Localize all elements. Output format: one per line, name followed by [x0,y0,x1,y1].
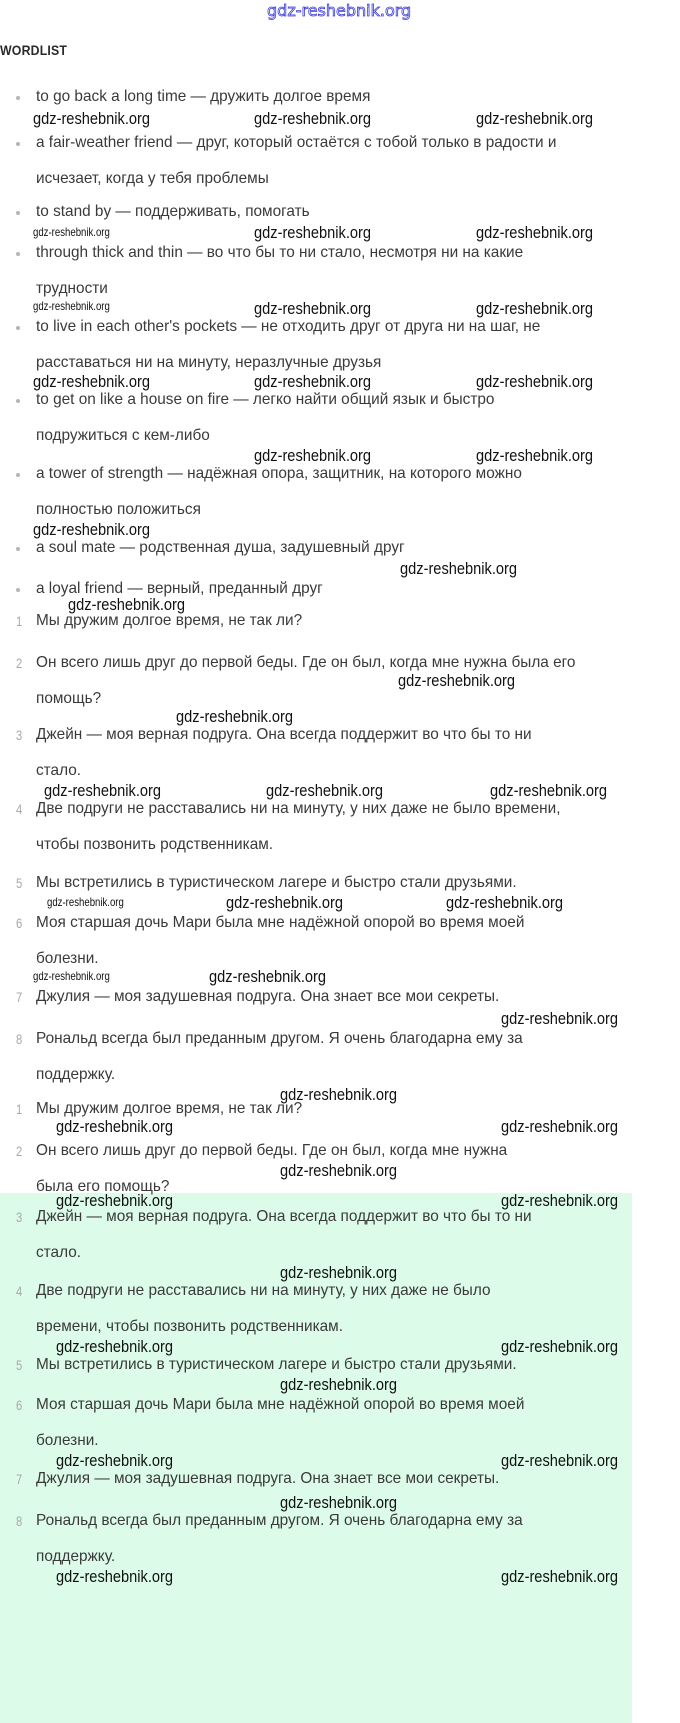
watermark-text: gdz-reshebnik.org [476,299,594,318]
item-text-line: полностью положиться [36,501,201,518]
watermark-text: gdz-reshebnik.org [476,372,594,391]
watermark-text: gdz-reshebnik.org [56,1117,174,1136]
watermark-text: gdz-reshebnik.org [476,109,594,128]
watermark-text: gdz-reshebnik.org [68,595,186,614]
watermark-text: gdz-reshebnik.org [501,1567,619,1586]
watermark-text: gdz-reshebnik.org [44,781,162,800]
item-number: 4 [16,801,23,817]
item-text-line: исчезает, когда у тебя проблемы [36,170,269,187]
bullet-icon [16,142,20,146]
item-number: 1 [16,613,23,629]
item-number: 2 [16,655,23,671]
watermark-text: gdz-reshebnik.org [226,893,344,912]
item-text-line: трудности [36,280,108,297]
item-text-line: времени, чтобы позвонить родственникам. [36,1318,344,1335]
item-text-line: Джулия — моя задушевная подруга. Она знает все мои секреты. [36,1470,500,1487]
item-number: 7 [16,989,23,1005]
item-number: 4 [16,1283,23,1299]
item-text-line: a tower of strength — надёжная опора, защитник, на которого можно [36,465,522,482]
watermark-text: gdz-reshebnik.org [280,1085,398,1104]
watermark-text: gdz-reshebnik.org [476,223,594,242]
item-text-line: Мы дружим долгое время, не так ли? [36,612,303,629]
item-text-line: to stand by — поддерживать, помогать [36,203,310,220]
watermark-text: gdz-reshebnik.org [176,707,294,726]
watermark-text: gdz-reshebnik.org [33,225,110,239]
watermark-text: gdz-reshebnik.org [280,1493,398,1512]
bullet-icon [16,547,20,551]
watermark-text: gdz-reshebnik.org [501,1337,619,1356]
watermark-text: gdz-reshebnik.org [280,1375,398,1394]
item-text-line: стало. [36,762,82,779]
watermark-text: gdz-reshebnik.org [400,559,518,578]
watermark-text: gdz-reshebnik.org [280,1263,398,1282]
item-number: 5 [16,1357,23,1373]
item-text-line: подружиться с кем-либо [36,427,210,444]
item-number: 2 [16,1143,23,1159]
watermark-text: gdz-reshebnik.org [501,1117,619,1136]
watermark-text: gdz-reshebnik.org [254,299,372,318]
item-number: 1 [16,1101,23,1117]
bullet-icon [16,96,20,100]
watermark-text: gdz-reshebnik.org [398,671,516,690]
watermark-text: gdz-reshebnik.org [33,372,151,391]
site-watermark: gdz-reshebnik.org [267,1,412,20]
item-text-line: a loyal friend — верный, преданный друг [36,580,323,597]
watermark-text: gdz-reshebnik.org [47,895,124,909]
watermark-text: gdz-reshebnik.org [476,446,594,465]
bullet-icon [16,588,20,592]
item-text-line: Две подруги не расставались ни на минуту, у них даже не было [36,1282,491,1299]
item-number: 8 [16,1513,23,1529]
item-text-line: Джейн — моя верная подруга. Она всегда поддержит во что бы то ни [36,726,532,743]
item-text-line: a soul mate — родственная душа, задушевный друг [36,539,405,556]
item-text-line: чтобы позвонить родственникам. [36,836,274,853]
item-number: 7 [16,1471,23,1487]
watermark-text: gdz-reshebnik.org [266,781,384,800]
watermark-text: gdz-reshebnik.org [501,1451,619,1470]
item-text-line: стало. [36,1244,82,1261]
item-number: 3 [16,727,23,743]
item-text-line: была его помощь? [36,1178,170,1195]
bullet-icon [16,252,20,256]
item-text-line: Моя старшая дочь Мари была мне надёжной опорой во время моей [36,914,525,931]
watermark-text: gdz-reshebnik.org [254,109,372,128]
item-text-line: Рональд всегда был преданным другом. Я очень благодарна ему за [36,1030,523,1047]
item-text-line: Мы встретились в туристическом лагере и быстро стали друзьями. [36,1356,517,1373]
item-text-line: a fair-weather friend — друг, который остаётся с тобой только в радости и [36,134,557,151]
item-text-line: Джулия — моя задушевная подруга. Она знает все мои секреты. [36,988,500,1005]
watermark-text: gdz-reshebnik.org [209,967,327,986]
watermark-text: gdz-reshebnik.org [33,520,151,539]
item-text-line: поддержку. [36,1066,116,1083]
watermark-text: gdz-reshebnik.org [280,1161,398,1180]
item-text-line: Мы дружим долгое время, не так ли? [36,1100,303,1117]
bullet-icon [16,473,20,477]
wordlist-heading: WORDLIST [0,42,68,58]
item-number: 6 [16,1397,23,1413]
item-number: 3 [16,1209,23,1225]
item-text-line: through thick and thin — во что бы то ни стало, несмотря ни на какие [36,244,524,261]
item-text-line: помощь? [36,690,102,707]
watermark-text: gdz-reshebnik.org [33,109,151,128]
item-text-line: поддержку. [36,1548,116,1565]
watermark-text: gdz-reshebnik.org [33,299,110,313]
item-text-line: расставаться ни на минуту, неразлучные друзья [36,354,382,371]
item-text-line: to go back a long time — дружить долгое время [36,88,371,105]
watermark-text: gdz-reshebnik.org [501,1009,619,1028]
item-text-line: Рональд всегда был преданным другом. Я очень благодарна ему за [36,1512,523,1529]
watermark-text: gdz-reshebnik.org [254,223,372,242]
item-number: 8 [16,1031,23,1047]
item-text-line: Моя старшая дочь Мари была мне надёжной опорой во время моей [36,1396,525,1413]
watermark-text: gdz-reshebnik.org [446,893,564,912]
watermark-text: gdz-reshebnik.org [490,781,608,800]
watermark-text: gdz-reshebnik.org [254,446,372,465]
item-text-line: Джейн — моя верная подруга. Она всегда поддержит во что бы то ни [36,1208,532,1225]
watermark-text: gdz-reshebnik.org [56,1337,174,1356]
watermark-text: gdz-reshebnik.org [501,1191,619,1210]
item-text-line: Он всего лишь друг до первой беды. Где он был, когда мне нужна была его [36,654,576,671]
item-text-line: Две подруги не расставались ни на минуту, у них даже не было времени, [36,800,561,817]
watermark-text: gdz-reshebnik.org [56,1191,174,1210]
item-text-line: болезни. [36,1432,99,1449]
bullet-icon [16,399,20,403]
item-number: 5 [16,875,23,891]
watermark-text: gdz-reshebnik.org [56,1451,174,1470]
watermark-text: gdz-reshebnik.org [56,1567,174,1586]
bullet-icon [16,326,20,330]
item-text-line: to live in each other's pockets — не отходить друг от друга ни на шаг, не [36,318,541,335]
bullet-icon [16,211,20,215]
watermark-text: gdz-reshebnik.org [33,969,110,983]
item-text-line: Он всего лишь друг до первой беды. Где он был, когда мне нужна [36,1142,508,1159]
watermark-text: gdz-reshebnik.org [254,372,372,391]
item-text-line: to get on like a house on fire — легко найти общий язык и быстро [36,391,495,408]
item-text-line: болезни. [36,950,99,967]
item-text-line: Мы встретились в туристическом лагере и быстро стали друзьями. [36,874,517,891]
item-number: 6 [16,915,23,931]
